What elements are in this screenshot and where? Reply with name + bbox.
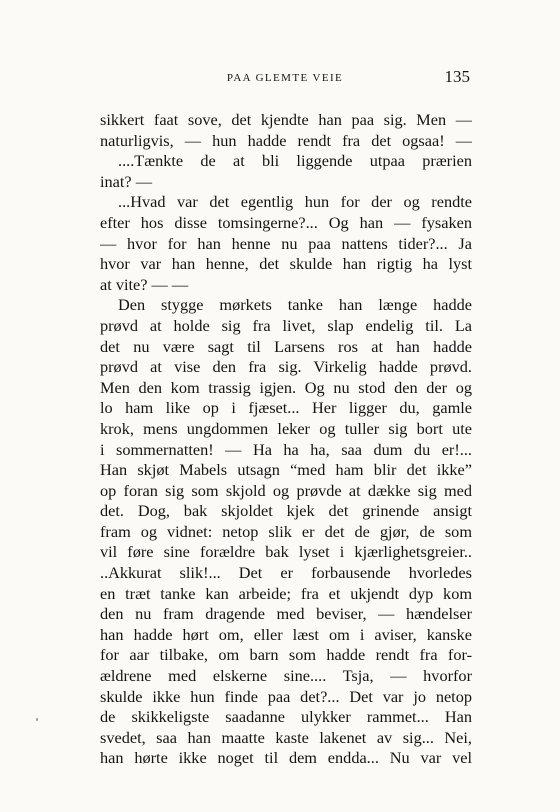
text-line: det. Dog, bak skjoldet kjek det grinende ansigt <box>100 501 472 521</box>
text-line: prøvd at holde sig fra livet, slap endelig til. La <box>100 315 472 335</box>
text-line: — hvor for han henne nu paa nattens tider?... Ja <box>100 233 472 253</box>
text-line: at vite? — — <box>100 274 189 294</box>
text-line: svedet, saa han maatte kaste lakenet av sig... Nei, <box>100 727 472 747</box>
text-line: fram og vidnet: netop slik er det de gjør, de som <box>100 521 472 541</box>
text-line: i sommernatten! — Ha ha ha, saa dum du er!... <box>100 439 472 459</box>
text-line: skulde ikke hun finde paa det?... Det var jo netop <box>100 686 472 706</box>
text-line: naturligvis, — hun hadde rendt fra det ogsaa! — <box>100 130 472 150</box>
text-line: Han skjøt Mabels utsagn “med ham blir det ikke” <box>100 460 472 480</box>
page-speck <box>36 718 38 721</box>
text-line: prøvd at vise den fra sig. Virkelig hadde prøvd. <box>100 357 472 377</box>
text-line: Den stygge mørkets tanke han længe hadde <box>118 295 472 315</box>
text-line: vil føre sine forældre bak lyset i kjærlighetsgreier.. <box>100 542 472 562</box>
text-line: lo ham like op i fjæset... Her ligger du, gamle <box>100 398 472 418</box>
text-line: Men den kom trassig igjen. Og nu stod den der og <box>100 377 472 397</box>
page-number: 135 <box>444 67 470 86</box>
text-line: ...Hvad var det egentlig hun for der og rendte <box>118 192 472 212</box>
text-line: han hørte ikke noget til dem endda... Nu var vel <box>100 748 472 768</box>
text-line: sikkert faat sove, det kjendte han paa sig. Men — <box>100 110 472 129</box>
body-text <box>100 110 472 769</box>
text-line: en træt tanke kan arbeide; fra et ukjendt dyp kom <box>100 583 472 603</box>
text-line: det nu være sagt til Larsens ros at han hadde <box>100 336 472 356</box>
text-line: ....Tænkte de at bli liggende utpaa prærien <box>118 151 472 171</box>
text-line: inat? — <box>100 171 152 191</box>
text-line: ældrene med elskerne sine.... Tsja, — hvorfor <box>100 666 472 686</box>
running-title: PAA GLEMTE VEIE <box>226 72 344 84</box>
text-line: efter hos disse tomsingerne?... Og han — fysaken <box>100 212 472 232</box>
text-line: den nu fram dragende med beviser, — hændelser <box>100 604 472 624</box>
running-head <box>100 68 470 88</box>
text-line: op foran sig som skjold og prøvde at dække sig med <box>100 480 472 500</box>
text-line: ..Akkurat slik!... Det er forbausende hvorledes <box>100 563 472 583</box>
text-line: krok, mens ungdommen leker og tuller sig bort ute <box>100 418 472 438</box>
text-line: de skikkeligste saadanne ulykker rammet... Han <box>100 707 472 727</box>
text-line: for aar tilbake, om barn som hadde rendt fra for- <box>100 645 472 665</box>
text-line: han hadde hørt om, eller læst om i aviser, kanske <box>100 624 472 644</box>
text-line: hvor var han henne, det skulde han rigtig ha lyst <box>100 254 472 274</box>
